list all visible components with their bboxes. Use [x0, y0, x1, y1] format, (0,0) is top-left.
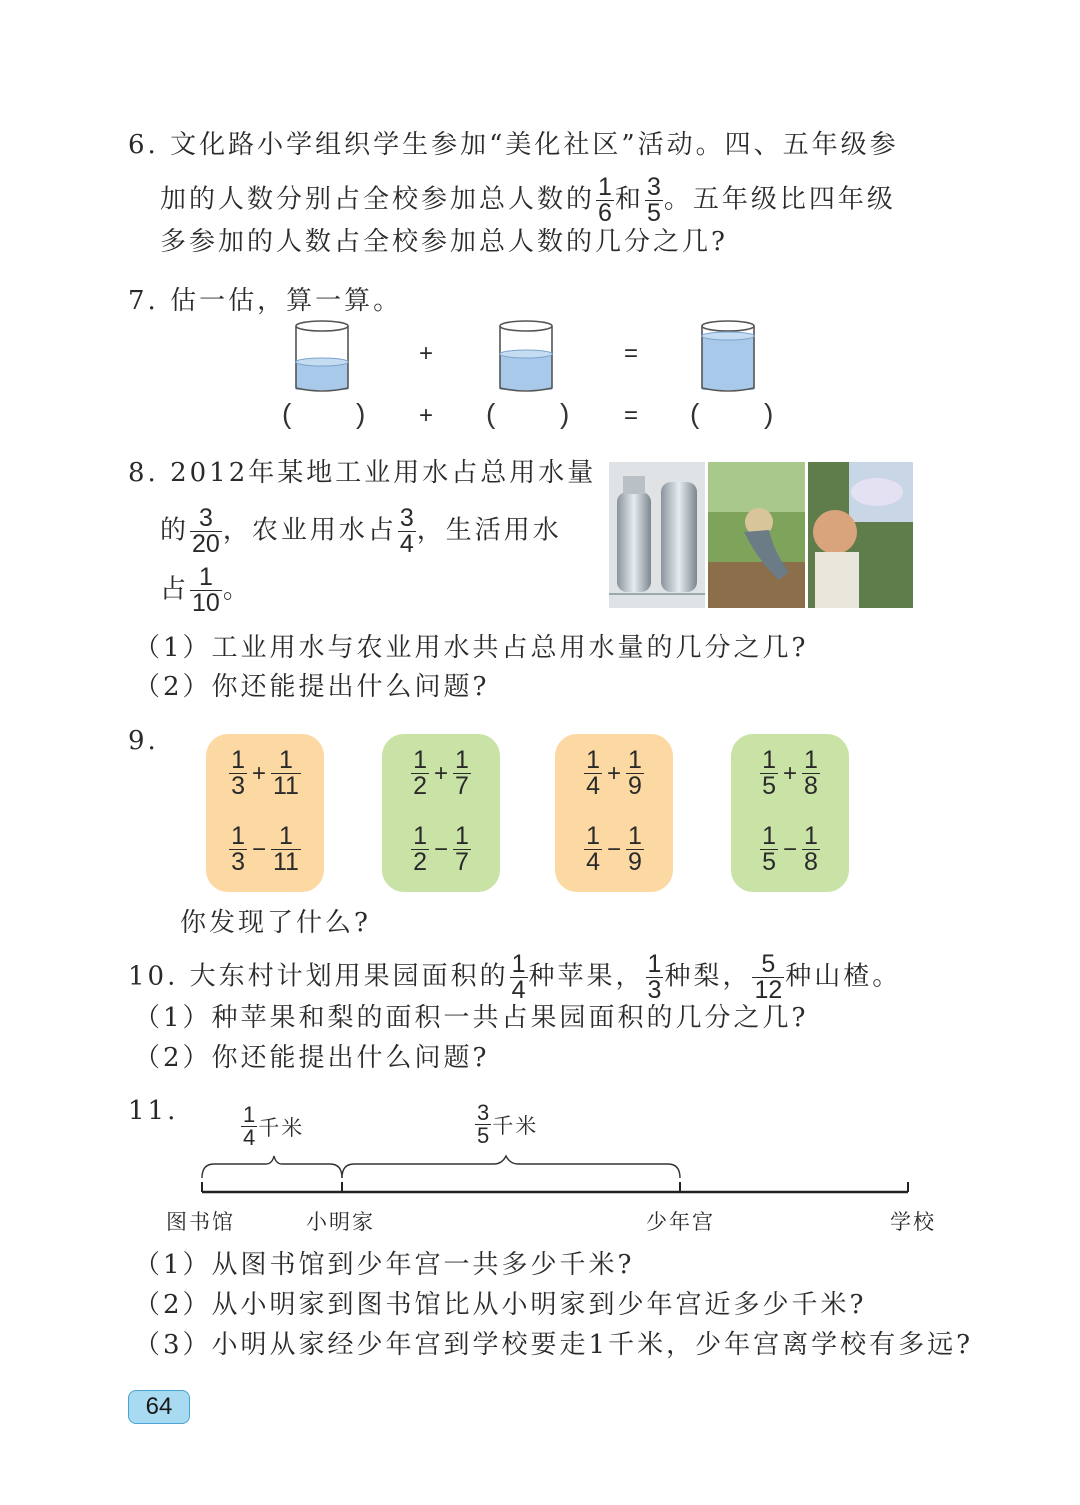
q7-equals-bottom: = — [624, 402, 639, 429]
minus-sign: − — [782, 835, 797, 863]
q6-line2 — [160, 175, 896, 226]
q6-fraction-2 — [645, 175, 663, 226]
fraction — [802, 748, 820, 799]
segment-label-2 — [474, 1102, 538, 1147]
fraction — [411, 748, 429, 799]
q6-and: 和 — [614, 184, 644, 215]
q10-fraction-pear — [646, 952, 664, 1003]
blank-3-left: ( — [690, 398, 700, 429]
numerator: 1 — [628, 822, 642, 850]
numerator: 1 — [243, 1102, 256, 1127]
brace-1 — [202, 1156, 342, 1178]
q8-line1: 8. 2012年某地工业用水占总用水量 — [128, 458, 597, 488]
fraction — [760, 824, 778, 875]
fraction — [411, 824, 429, 875]
minus-sign: − — [606, 835, 621, 863]
fraction — [802, 824, 820, 875]
minus-sign: − — [433, 835, 448, 863]
denominator: 5 — [477, 1123, 490, 1148]
denominator: 10 — [192, 589, 220, 617]
q10-sub2: （2）你还能提出什么问题? — [134, 1043, 490, 1073]
q8-end: 。 — [222, 574, 252, 605]
place-school: 学校 — [890, 1210, 936, 1234]
denominator: 9 — [628, 848, 642, 876]
denominator: 5 — [762, 848, 776, 876]
q10-lead: 10. 大东村计划用果园面积的 — [128, 961, 509, 992]
segment-label-1 — [240, 1104, 304, 1149]
q8-fraction-industry — [190, 506, 222, 557]
fraction — [475, 1102, 491, 1147]
q11-sub1: （1）从图书馆到少年宫一共多少千米? — [134, 1250, 635, 1280]
denominator: 4 — [243, 1125, 256, 1150]
q8-line2 — [160, 506, 562, 557]
unit: 千米 — [492, 1113, 539, 1138]
denominator: 7 — [455, 848, 469, 876]
denominator: 12 — [754, 976, 783, 1004]
denominator: 2 — [413, 848, 427, 876]
q6-line3: 多参加的人数占全校参加总人数的几分之几? — [160, 227, 728, 257]
fraction-card-3 — [555, 734, 673, 892]
fraction — [271, 748, 301, 799]
fraction-card-4 — [731, 734, 849, 892]
q11-number: 11. — [128, 1096, 179, 1126]
denominator: 5 — [646, 199, 661, 227]
cup-icon-3 — [698, 318, 758, 394]
fraction — [271, 824, 301, 875]
fraction — [584, 748, 602, 799]
plus-sign: + — [433, 759, 448, 787]
denominator: 20 — [192, 530, 220, 558]
denominator: 4 — [511, 976, 526, 1004]
numerator: 1 — [511, 950, 526, 978]
q8-mid: ，农业用水占 — [222, 515, 397, 546]
denominator: 7 — [455, 772, 469, 800]
numerator: 1 — [231, 746, 245, 774]
denominator: 3 — [231, 848, 245, 876]
q10-pear: 种梨， — [664, 961, 752, 992]
plus-sign: + — [606, 759, 621, 787]
q8-tail: ，生活用水 — [416, 515, 562, 546]
q6-text2a: 加的人数分别占全校参加总人数的 — [160, 184, 596, 215]
fraction-card-2 — [382, 734, 500, 892]
fraction — [453, 748, 471, 799]
q6-text1: 文化路小学组织学生参加“美化社区”活动。四、五年级参 — [170, 130, 899, 160]
numerator: 1 — [762, 746, 776, 774]
minus-sign: − — [251, 835, 266, 863]
q8-zhan: 占 — [160, 574, 190, 605]
q6-line1 — [128, 128, 899, 162]
numerator: 1 — [628, 746, 642, 774]
numerator: 1 — [279, 746, 293, 774]
fraction — [453, 824, 471, 875]
fraction — [241, 1104, 257, 1149]
denominator: 11 — [272, 772, 299, 800]
q11-sub2: （2）从小明家到图书馆比从小明家到少年宫近多少千米? — [134, 1290, 867, 1320]
denominator: 11 — [272, 848, 299, 876]
fraction — [626, 748, 644, 799]
fraction — [584, 824, 602, 875]
q7-equals-top: = — [624, 340, 639, 367]
numerator: 3 — [477, 1100, 490, 1125]
q6-fraction-1 — [596, 175, 614, 226]
plus-sign: + — [251, 759, 266, 787]
q10-fraction-apple — [510, 952, 528, 1003]
denominator: 3 — [231, 772, 245, 800]
numerator: 1 — [586, 822, 600, 850]
q10-line1 — [128, 952, 901, 1003]
blank-3-right: ) — [764, 398, 774, 429]
water-use-photo — [609, 462, 913, 608]
fraction — [229, 824, 247, 875]
q6-number: 6. — [128, 130, 159, 160]
numerator: 1 — [598, 173, 612, 201]
q8-fraction-agriculture — [398, 506, 416, 557]
denominator: 9 — [628, 772, 642, 800]
page-number: 64 — [128, 1390, 190, 1424]
place-xiaoming-home: 小明家 — [306, 1210, 375, 1234]
numerator: 1 — [804, 746, 818, 774]
blank-1-left: ( — [282, 398, 292, 429]
blank-2-left: ( — [486, 398, 496, 429]
blank-2-right: ) — [560, 398, 570, 429]
denominator: 8 — [804, 772, 818, 800]
brace-2 — [342, 1156, 680, 1178]
numerator: 1 — [231, 822, 245, 850]
numerator: 1 — [279, 822, 293, 850]
fraction — [760, 748, 778, 799]
q10-hawthorn: 种山楂。 — [785, 961, 902, 992]
q8-line3 — [160, 565, 252, 616]
plus-sign: + — [782, 759, 797, 787]
q7-plus-bottom: + — [419, 402, 434, 429]
numerator: 1 — [647, 950, 662, 978]
fraction-card-1 — [206, 734, 324, 892]
denominator: 4 — [586, 772, 600, 800]
denominator: 5 — [762, 772, 776, 800]
q9-number: 9. — [128, 726, 159, 756]
q8-sub2: （2）你还能提出什么问题? — [134, 672, 490, 702]
q6-text2b: 。五年级比四年级 — [663, 184, 896, 215]
q10-sub1: （1）种苹果和梨的面积一共占果园面积的几分之几? — [134, 1003, 809, 1033]
numerator: 1 — [455, 746, 469, 774]
place-youth-palace: 少年宫 — [646, 1210, 715, 1234]
q8-de: 的 — [160, 515, 190, 546]
q8-fraction-domestic — [190, 565, 222, 616]
numerator: 3 — [399, 504, 414, 532]
unit: 千米 — [258, 1115, 305, 1140]
denominator: 8 — [804, 848, 818, 876]
q10-fraction-hawthorn — [752, 952, 784, 1003]
q7-plus-top: + — [419, 340, 434, 367]
q9-question: 你发现了什么? — [180, 908, 371, 938]
denominator: 6 — [598, 199, 612, 227]
numerator: 1 — [413, 822, 427, 850]
cup-icon-2 — [496, 318, 556, 394]
denominator: 3 — [647, 976, 662, 1004]
denominator: 4 — [586, 848, 600, 876]
numerator: 1 — [413, 746, 427, 774]
numerator: 1 — [762, 822, 776, 850]
numerator: 1 — [455, 822, 469, 850]
q10-apple: 种苹果， — [528, 961, 645, 992]
denominator: 4 — [399, 530, 414, 558]
numerator: 1 — [586, 746, 600, 774]
numerator: 3 — [198, 504, 213, 532]
fraction — [626, 824, 644, 875]
fraction — [229, 748, 247, 799]
numerator: 1 — [804, 822, 818, 850]
q11-sub3: （3）小明从家经少年宫到学校要走1千米，少年宫离学校有多远? — [134, 1330, 974, 1360]
place-library: 图书馆 — [166, 1210, 235, 1234]
cup-icon-1 — [292, 318, 352, 394]
q7-title: 7. 估一估，算一算。 — [128, 286, 403, 316]
blank-1-right: ) — [356, 398, 366, 429]
numerator: 1 — [198, 563, 213, 591]
q8-sub1: （1）工业用水与农业用水共占总用水量的几分之几? — [134, 633, 809, 663]
numerator: 3 — [646, 173, 661, 201]
distance-line-diagram — [190, 1152, 920, 1200]
denominator: 2 — [413, 772, 427, 800]
numerator: 5 — [761, 950, 776, 978]
